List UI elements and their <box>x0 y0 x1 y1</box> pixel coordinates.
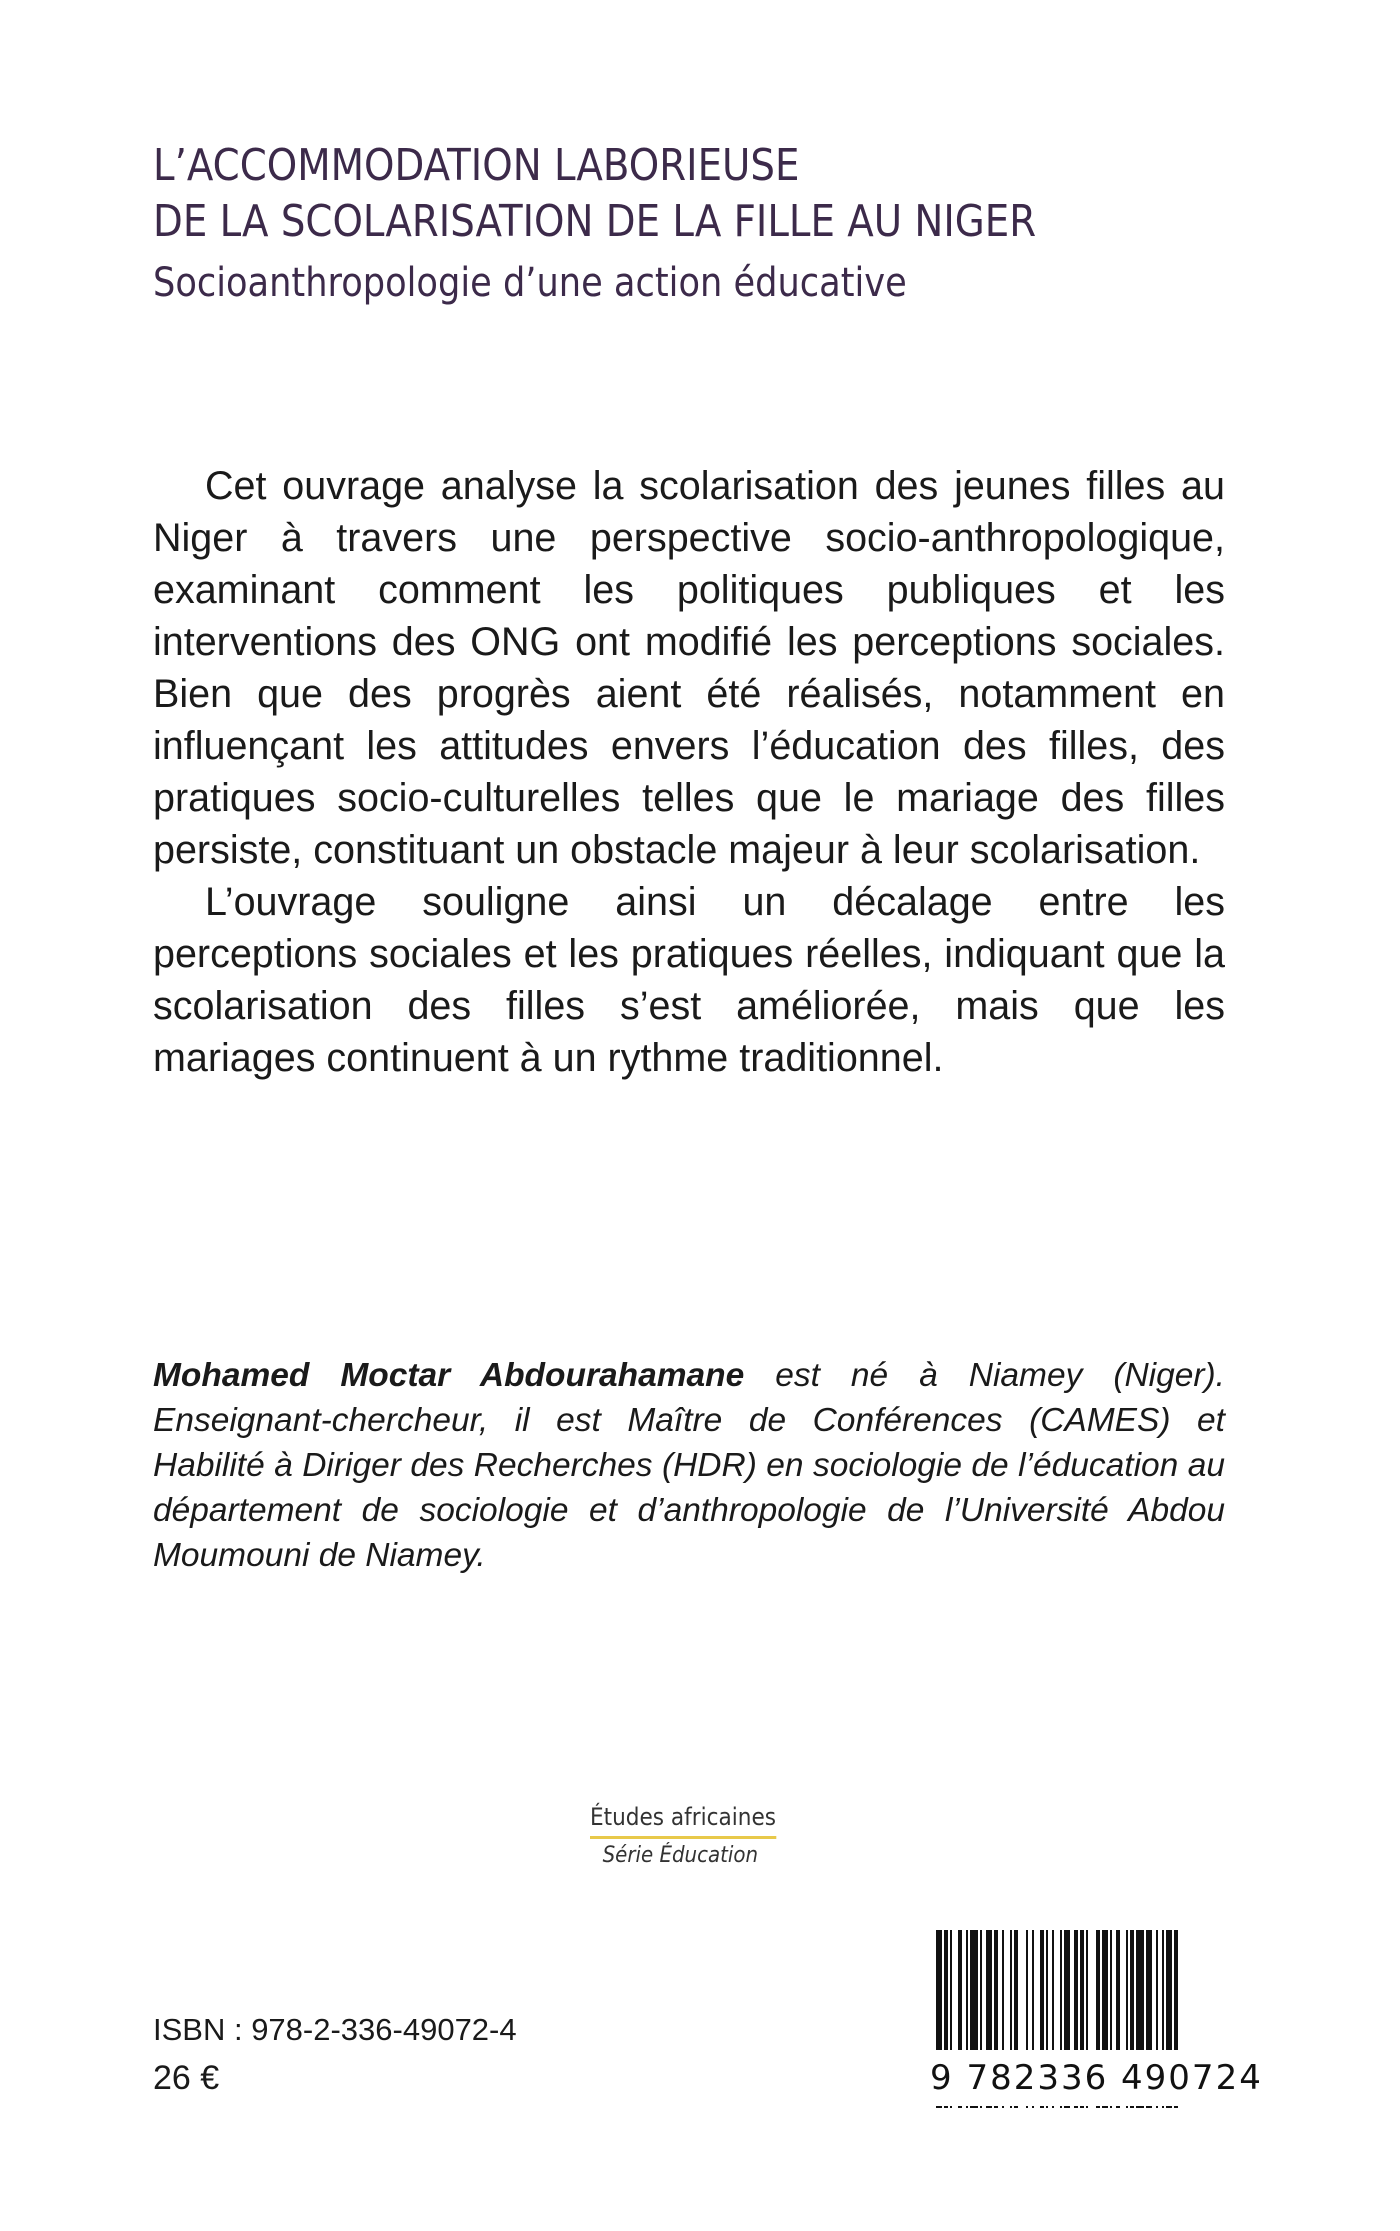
series-name: Études africaines <box>590 1800 776 1839</box>
book-title-line-1: L’ACCOMMODATION LABORIEUSE <box>153 140 800 191</box>
isbn: ISBN : 978-2-336-49072-4 <box>153 2012 517 2047</box>
barcode <box>930 1930 1263 2108</box>
book-title-line-2: DE LA SCOLARISATION DE LA FILLE AU NIGER <box>153 196 1037 247</box>
series-logo <box>590 1800 810 1873</box>
summary-paragraph-1: Cet ouvrage analyse la scolarisation des jeunes filles au Niger à travers une perspective socio-anthropologique, examinant comment les politiques publiques et les interventions des ONG ont modifié les perceptions sociales. Bien que des progrès aient été réalisés, notamment en influençant les attitudes envers l’éducation des filles, des pratiques socio-culturelles telles que le mariage des filles persiste, constituant un obstacle majeur à leur scolarisation. <box>153 464 1225 872</box>
barcode-digits: 9 782336 490724 <box>930 2050 1214 2106</box>
author-name: Mohamed Moctar Abdourahamane <box>153 1357 745 1394</box>
title-block <box>153 138 1253 316</box>
author-bio <box>153 1353 1225 1578</box>
book-subtitle: Socioanthropologie d’une action éducative <box>153 260 907 306</box>
summary-paragraph-2: L’ouvrage souligne ainsi un décalage entre les perceptions sociales et les pratiques réelles, indiquant que la scolarisation des filles s’est améliorée, mais que les mariages continuent à un rythme traditionnel. <box>153 880 1225 1080</box>
series-subtitle: Série Éducation <box>602 1843 759 1868</box>
price: 26 € <box>153 2059 220 2097</box>
back-cover-summary <box>153 460 1225 1084</box>
author-bio-text: est né à Niamey (Niger). Enseignant-chercheur, il est Maître de Conférences (CAMES) et Habilité à Diriger des Recherches (HDR) en sociologie de l’éducation au département de sociologie et d’anthropologie de l’Université Abdou Moumouni de Niamey. <box>153 1357 1225 1574</box>
